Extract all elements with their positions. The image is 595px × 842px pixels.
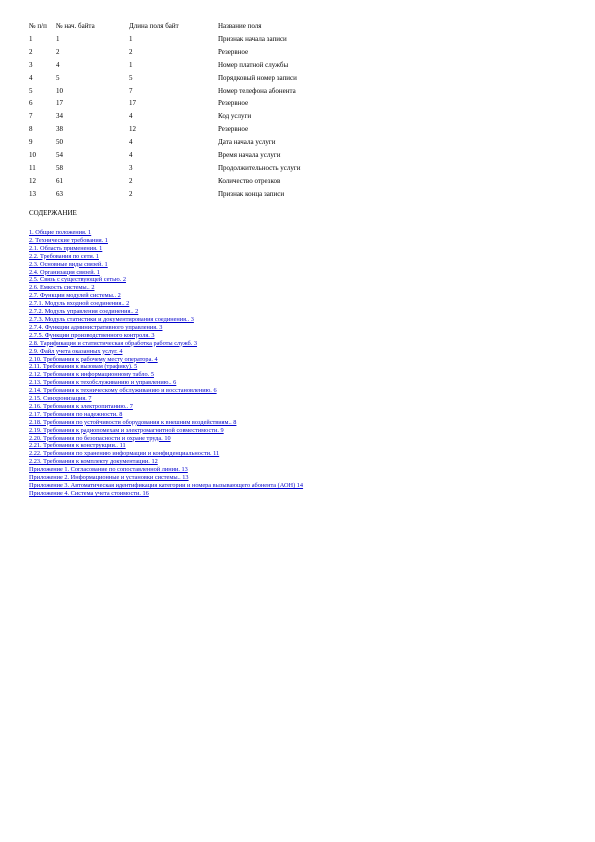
toc-item — [29, 474, 303, 482]
cell-field-name: Резервное — [218, 47, 249, 56]
toc-item — [29, 427, 303, 435]
table-row — [29, 33, 368, 46]
toc-link[interactable]: 2.13. Требования к техобслуживанию и управлению.. 6 — [29, 379, 177, 387]
toc-item — [29, 466, 303, 474]
toc-link[interactable]: 2.22. Требования по хранению информации и конфиденциальности. 11 — [29, 450, 220, 458]
table-row — [29, 85, 368, 98]
cell-field-length: 5 — [129, 73, 133, 82]
toc-item — [29, 332, 303, 340]
toc-item — [29, 490, 303, 498]
table-row — [29, 123, 368, 136]
cell-field-length: 4 — [129, 138, 133, 147]
toc-link[interactable]: 2.7.1. Модуль входной соединения.. 2 — [29, 300, 130, 308]
cell-index: 11 — [29, 163, 36, 172]
cell-index: 6 — [29, 99, 33, 108]
toc-item — [29, 435, 303, 443]
cell-start-byte: 63 — [56, 189, 63, 198]
cell-index: 5 — [29, 86, 33, 95]
toc-item — [29, 387, 303, 395]
cell-field-name: Порядковый номер записи — [218, 73, 297, 82]
header-index: № п/п — [29, 22, 47, 30]
cell-index: 2 — [29, 47, 33, 56]
toc-item — [29, 253, 303, 261]
toc-link[interactable]: 2.6. Емкость системы.. 2 — [29, 284, 95, 292]
header-field-name: Название поля — [218, 22, 262, 30]
toc-item — [29, 411, 303, 419]
table-body — [29, 33, 368, 201]
cell-field-length: 2 — [129, 47, 133, 56]
toc-item — [29, 261, 303, 269]
toc-item — [29, 379, 303, 387]
cell-field-name: Код услуги — [218, 112, 252, 121]
cell-index: 4 — [29, 73, 33, 82]
cell-start-byte: 34 — [56, 112, 63, 121]
toc-link[interactable]: 2.17. Требования по надежности. 8 — [29, 410, 123, 418]
cell-field-name: Время начала услуги — [218, 151, 281, 160]
cell-field-length: 1 — [129, 60, 133, 69]
toc-item — [29, 245, 303, 253]
toc-link[interactable]: 2.7.2. Модуль управления соединения.. 2 — [29, 308, 139, 316]
toc-item — [29, 269, 303, 277]
cell-start-byte: 1 — [56, 34, 60, 43]
toc-item — [29, 348, 303, 356]
cell-start-byte: 2 — [56, 47, 60, 56]
toc-link[interactable]: 2.7. Функции модулей системы.. 2 — [29, 292, 121, 300]
cell-field-length: 1 — [129, 34, 133, 43]
toc-link[interactable]: 2.19. Требования к радиопомехам и электромагнитной совместимости. 9 — [29, 426, 224, 434]
toc-link[interactable]: Приложение 3. Автоматическая идентификация категории и номера вызывающего абонента (АОН) 14 — [29, 482, 304, 489]
toc-link[interactable]: 2.15. Синхронизация. 7 — [29, 395, 92, 403]
table-row — [29, 188, 368, 201]
toc-link[interactable]: 2.4. Организация связей. 1 — [29, 268, 100, 276]
cell-start-byte: 54 — [56, 151, 63, 160]
toc-item — [29, 442, 303, 450]
toc-heading: СОДЕРЖАНИЕ — [29, 209, 77, 217]
record-format-table — [29, 20, 368, 201]
toc-link[interactable]: 2.14. Требования к техническому обслуживанию и восстановлению. 6 — [29, 387, 217, 395]
toc-link[interactable]: 2.3. Основные виды связей. 1 — [29, 260, 108, 268]
cell-field-length: 4 — [129, 151, 133, 160]
cell-field-name: Признак конца записи — [218, 189, 285, 198]
table-row — [29, 59, 368, 72]
table-row — [29, 149, 368, 162]
toc-item — [29, 419, 303, 427]
table-of-contents — [29, 229, 303, 498]
toc-link[interactable]: Приложение 2. Информационные и установки системы.. 13 — [29, 474, 189, 482]
header-start-byte: № нач. байта — [56, 22, 95, 30]
cell-index: 10 — [29, 151, 36, 160]
cell-field-name: Номер платной службы — [218, 60, 289, 69]
table-row — [29, 97, 368, 110]
cell-index: 9 — [29, 138, 33, 147]
toc-link[interactable]: 2.16. Требования к электропитанию.. 7 — [29, 402, 133, 410]
cell-start-byte: 4 — [56, 60, 60, 69]
table-row — [29, 162, 368, 175]
table-row — [29, 72, 368, 85]
cell-start-byte: 50 — [56, 138, 63, 147]
toc-item — [29, 292, 303, 300]
cell-field-length: 2 — [129, 176, 133, 185]
cell-field-name: Дата начала услуги — [218, 138, 276, 147]
cell-index: 3 — [29, 60, 33, 69]
cell-field-length: 2 — [129, 189, 133, 198]
toc-link[interactable]: 2.1. Область применения. 1 — [29, 244, 103, 252]
cell-start-byte: 38 — [56, 125, 63, 134]
table-row — [29, 136, 368, 149]
table-row — [29, 175, 368, 188]
toc-link[interactable]: 2.7.3. Модуль статистики и документирования соединения.. 3 — [29, 315, 194, 323]
toc-item — [29, 340, 303, 348]
cell-start-byte: 10 — [56, 86, 63, 95]
toc-link[interactable]: 2. Технические требования. 1 — [29, 236, 108, 244]
toc-item — [29, 324, 303, 332]
table-row — [29, 46, 368, 59]
cell-field-name: Признак начала записи — [218, 34, 287, 43]
toc-item — [29, 482, 303, 490]
toc-item — [29, 308, 303, 316]
toc-item — [29, 356, 303, 364]
toc-link[interactable]: 2.12. Требования к информационному табло. 5 — [29, 371, 154, 379]
toc-link[interactable]: 2.11. Требования к вызовам (трафику). 5 — [29, 363, 138, 371]
cell-start-byte: 5 — [56, 73, 60, 82]
header-field-length: Длина поля байт — [129, 22, 179, 30]
toc-link[interactable]: 2.20. Требования по безопасности и охране труда. 10 — [29, 434, 171, 442]
cell-index: 12 — [29, 176, 36, 185]
toc-link[interactable]: 2.7.4. Функции административного управления. 3 — [29, 323, 163, 331]
cell-field-name: Резервное — [218, 125, 249, 134]
cell-index: 1 — [29, 34, 33, 43]
toc-link[interactable]: 2.9. Файл учета оказанных услуг. 4 — [29, 347, 123, 355]
toc-item — [29, 403, 303, 411]
cell-field-name: Количество отрезков — [218, 176, 281, 185]
toc-item — [29, 237, 303, 245]
cell-field-name: Резервное — [218, 99, 249, 108]
toc-link[interactable]: 2.5. Связь с существующей сетью. 2 — [29, 276, 127, 284]
toc-link[interactable]: 2.23. Требования к комплекту документации. 12 — [29, 458, 158, 466]
cell-field-name: Номер телефона абонента — [218, 86, 296, 95]
toc-item — [29, 395, 303, 403]
toc-item — [29, 229, 303, 237]
cell-index: 8 — [29, 125, 33, 134]
toc-link[interactable]: 1. Общие положения. 1 — [29, 229, 92, 236]
toc-item — [29, 450, 303, 458]
cell-index: 7 — [29, 112, 33, 121]
toc-link[interactable]: 2.2. Требования по сети. 1 — [29, 252, 99, 260]
cell-field-length: 12 — [129, 125, 136, 134]
toc-item — [29, 316, 303, 324]
cell-start-byte: 58 — [56, 163, 63, 172]
cell-field-length: 3 — [129, 163, 133, 172]
cell-start-byte: 61 — [56, 176, 63, 185]
toc-link[interactable]: 2.10. Требования к рабочему месту оператора. 4 — [29, 355, 158, 363]
cell-field-length: 17 — [129, 99, 136, 108]
toc-link[interactable]: 2.8. Тарификация и статистическая обработка работы служб. 3 — [29, 339, 198, 347]
toc-item — [29, 363, 303, 371]
table-row — [29, 110, 368, 123]
toc-item — [29, 284, 303, 292]
table-header-row — [29, 20, 368, 33]
toc-link[interactable]: 2.21. Требования к конструкции.. 11 — [29, 442, 126, 450]
toc-link[interactable]: Приложение 1. Согласование по сопоставленной линии. 13 — [29, 466, 188, 474]
cell-index: 13 — [29, 189, 36, 198]
cell-start-byte: 17 — [56, 99, 63, 108]
toc-link[interactable]: Приложение 4. Система учета стоимости. 16 — [29, 489, 149, 497]
toc-link[interactable]: 2.7.5. Функции производственного контроля. 3 — [29, 331, 155, 339]
toc-item — [29, 276, 303, 284]
toc-link[interactable]: 2.18. Требования по устойчивости оборудования к внешним воздействиям.. 8 — [29, 418, 237, 426]
toc-item — [29, 371, 303, 379]
toc-item — [29, 458, 303, 466]
cell-field-length: 7 — [129, 86, 133, 95]
toc-item — [29, 300, 303, 308]
cell-field-length: 4 — [129, 112, 133, 121]
cell-field-name: Продолжительность услуги — [218, 163, 301, 172]
